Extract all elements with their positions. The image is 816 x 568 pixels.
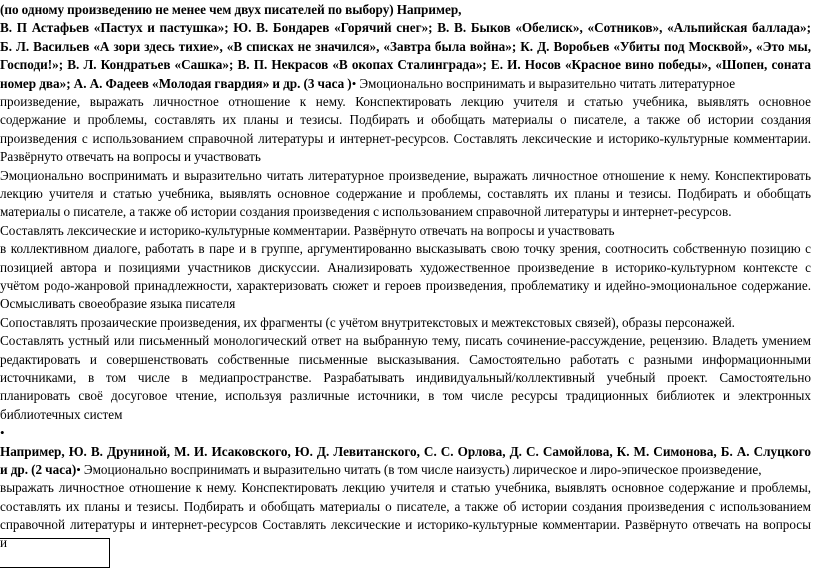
text-line (0, 443, 811, 461)
authors-list: Господи!»; В. Л. Кондратьев «Сашка»; В. П. Некрасов «В окопах Сталинграда»; Е. И. Носов «Красное вино победы», «Шопен, соната (0, 57, 811, 73)
paragraph-dialogue (0, 240, 811, 314)
authors-list: Например, Ю. В. Друниной, М. И. Исаковского, Ю. Д. Левитанского, С. С. Орлова, Д. С. Самойлова, К. М. Симонова, Б. А. Слуцкого (0, 443, 811, 459)
authors-list: Б. Л. Васильев «А зори здесь тихие», «В списках не значился», «Завтра была война»; К. Д. Воробьев «Убиты под Москвой», «Это мы, (0, 38, 811, 54)
text-line (0, 1, 811, 19)
text-line: в коллективном диалоге, работать в паре и в группе, аргументированно высказывать свою точку зрения, соотносить собственную позицию с (0, 241, 811, 257)
text-line: учётом родо-жанровой принадлежности, характеризовать сюжет и героев произведения, проблематику и идейно-эмоциональное содержание. (0, 277, 811, 293)
paragraph-war-prose (0, 1, 811, 167)
text-line: выражать личностное отношение к нему. Конспектировать лекцию учителя и статью учебника, выявлять основное содержание и проблемы, (0, 480, 811, 496)
authors-list: В. П Астафьев «Пастух и пастушка»; Ю. В. Бондарев «Горячий снег»; В. В. Быков «Обелиск», «Сотников», «Альпийская баллада»; (0, 20, 811, 36)
text-line: библиотечных систем (0, 406, 123, 422)
text-line: материалы о писателе, а также об истории создания произведения с использованием справочной литературы и интернет-ресурсов. (0, 204, 732, 220)
text-line: Составлять устный или письменный монологический ответ на выбранную тему, писать сочинение-рассуждение, рецензию. Владеть умением (0, 333, 811, 349)
text-line: редактировать и совершенствовать собственные письменные высказывания. Самостоятельно работать с разными информационными (0, 351, 811, 367)
bullet-icon: • (0, 425, 5, 441)
text-line: произведение, выражать личностное отношение к нему. Конспектировать лекцию учителя и статью учебника, выявлять основное (0, 93, 811, 109)
text-line: Сопоставлять прозаические произведения, их фрагменты (с учётом внутритекстовых и межтекстовых связей), образы персонажей. (0, 314, 735, 330)
activity-text: Эмоционально воспринимать и выразительно читать (в том числе наизусть) лирическое и лиро-эпическое произведение, (80, 461, 762, 477)
text-line: Развёрнуто отвечать на вопросы и участвовать (0, 149, 261, 165)
text-line: Составлять лексические и историко-культурные комментарии. Развёрнуто отвечать на вопросы и участвовать (0, 222, 615, 238)
paragraph-activities (0, 167, 811, 241)
text-line (0, 461, 811, 479)
text-line: лекцию учителя и статью учебника, выявлять основное содержание и проблемы, составлять их планы и тезисы. Подбирать и обобщать (0, 185, 811, 201)
text-line: справочной литературы и интернет-ресурсов Составлять лексические и историко-культурные комментарии. Развёрнуто отвечать на вопросы (0, 517, 811, 533)
text-line (0, 424, 811, 442)
table-cell-border (0, 538, 110, 568)
text-line: Осмысливать своеобразие языка писателя (0, 296, 236, 312)
text-line: источниками, в том числе в медиапространстве. Разрабатывать индивидуальный/коллективный учебный проект. Самостоятельно (0, 369, 811, 385)
text-line (0, 56, 811, 74)
text-line: планировать своё досуговое чтение, используя различные источники, в том числе ресурсы традиционных библиотек и электронных (0, 388, 811, 404)
text-line (0, 75, 811, 93)
text-line: содержание и проблемы, составлять их планы и тезисы. Подбирать и обобщать материалы о писателе, а также об истории создания (0, 112, 811, 128)
text-line: составлять их планы и тезисы. Подбирать и обобщать материалы о писателе, а также об истории создания произведения с использованием (0, 498, 811, 514)
authors-list: и др. (2 часа) (0, 461, 77, 477)
bullet-icon: • (76, 461, 81, 477)
text-line: произведения с использованием справочной литературы и интернет-ресурсов. Составлять лексические и историко-культурные комментарии. (0, 130, 811, 146)
heading-note: (по одному произведению не менее чем двух писателей по выбору) Например, (0, 2, 462, 17)
paragraph-comparison (0, 314, 811, 424)
text-line: позицией автора и позициями участников дискуссии. Анализировать художественное произведение в историко-культурном контексте с (0, 259, 811, 275)
text-line (0, 38, 811, 56)
authors-list: номер два»; А. А. Фадеев «Молодая гвардия» и др. (3 часа ) (0, 75, 352, 91)
text-line: и (0, 535, 8, 551)
text-line (0, 19, 811, 37)
text-line: Эмоционально воспринимать и выразительно читать литературное произведение, выражать личностное отношение к нему. Конспектировать (0, 167, 811, 183)
paragraph-war-poetry (0, 443, 811, 553)
activity-text: Эмоционально воспринимать и выразительно читать литературное (356, 75, 736, 91)
bullet-icon: • (351, 75, 357, 91)
